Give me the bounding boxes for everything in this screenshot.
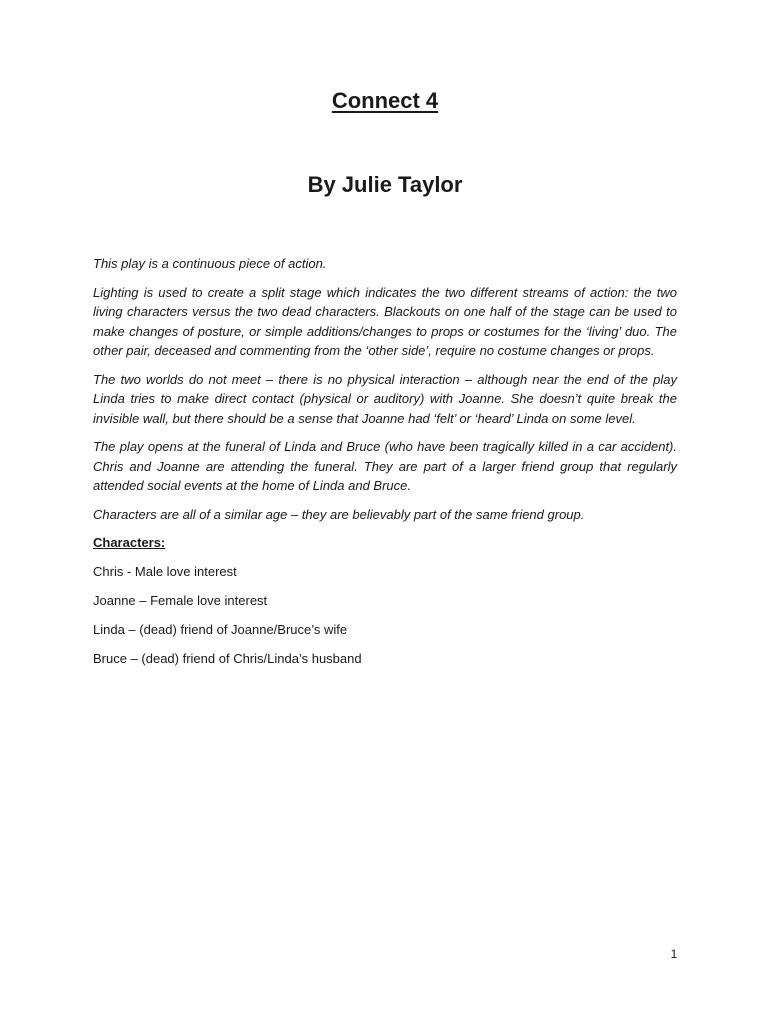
document-title: Connect 4 bbox=[331, 88, 439, 113]
page-number: 1 bbox=[670, 947, 678, 961]
character-item-chris: Chris - Male love interest bbox=[93, 564, 237, 579]
paragraph-two-worlds: The two worlds do not meet – there is no physical interaction – although near the end of the play Linda tries to make direct contact (physical or auditory) with Joanne. She doesn’t quite break the invisible wall, but there should be a sense that Joanne had ‘felt’ or ‘heard’ Linda on some level. bbox=[93, 371, 677, 426]
author-line: By Julie Taylor bbox=[307, 172, 463, 197]
document-body bbox=[93, 254, 677, 678]
character-item-joanne: Joanne – Female love interest bbox=[93, 593, 268, 608]
paragraph-ages: Characters are all of a similar age – they are believably part of the same friend group. bbox=[93, 506, 585, 522]
paragraph-opening: The play opens at the funeral of Linda and Bruce (who have been tragically killed in a car accident). Chris and Joanne are attending the funeral. They are part of a larger friend group that regularly attended social events at the home of Linda and Bruce. bbox=[93, 439, 677, 493]
paragraph-intro: This play is a continuous piece of action. bbox=[93, 256, 327, 271]
paragraph-lighting: Lighting is used to create a split stage which indicates the two different streams of action: the two living characters versus the two dead characters. Blackouts on one half of the stage can be used to make changes of posture, or simple additions/changes to props or costumes for the ‘living’ duo. The other pair, deceased and commenting from the ‘other side’, require no costume changes or props. bbox=[93, 284, 677, 358]
characters-heading: Characters: bbox=[93, 535, 166, 550]
character-item-linda: Linda – (dead) friend of Joanne/Bruce’s wife bbox=[93, 622, 348, 637]
character-item-bruce: Bruce – (dead) friend of Chris/Linda’s husband bbox=[93, 651, 362, 666]
